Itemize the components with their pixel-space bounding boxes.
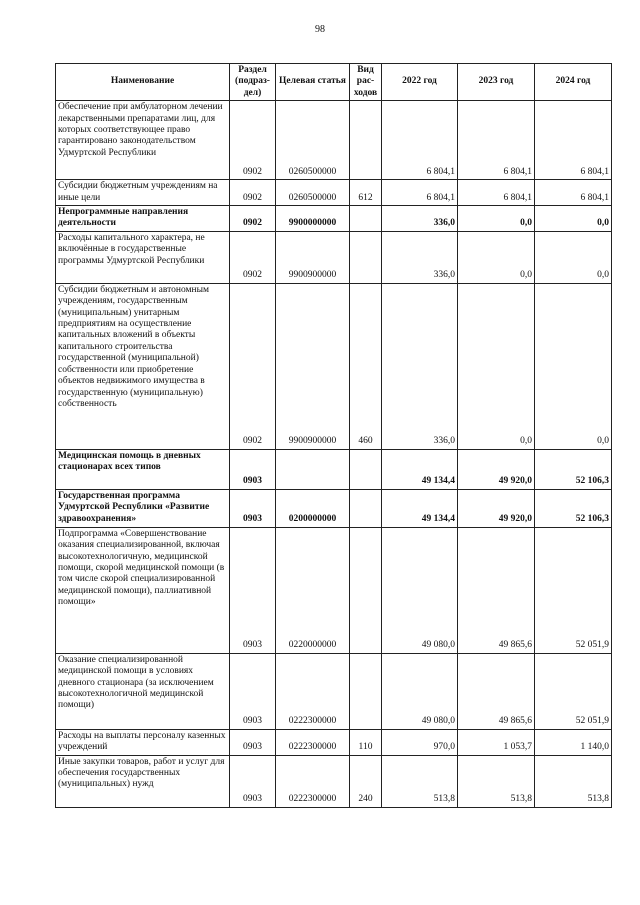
row-2023: 1 053,7 (458, 729, 535, 755)
row-target: 0220000000 (276, 527, 350, 653)
row-section: 0902 (230, 180, 276, 206)
row-2022: 336,0 (382, 231, 458, 283)
header-2024: 2024 год (535, 64, 612, 101)
row-2022: 49 080,0 (382, 653, 458, 729)
row-section: 0902 (230, 206, 276, 232)
row-type (350, 489, 382, 527)
header-row (56, 64, 612, 101)
row-2024: 52 106,3 (535, 489, 612, 527)
row-section: 0903 (230, 729, 276, 755)
row-section: 0902 (230, 231, 276, 283)
row-section: 0902 (230, 283, 276, 449)
row-2023: 513,8 (458, 755, 535, 807)
row-name: Иные закупки товаров, работ и услуг для обеспечения государственных (муниципальных) нужд (56, 755, 230, 807)
page-number: 98 (315, 24, 325, 35)
table-row (56, 449, 612, 489)
table-row (56, 755, 612, 807)
row-2024: 52 051,9 (535, 653, 612, 729)
row-2023: 6 804,1 (458, 180, 535, 206)
row-target: 0260500000 (276, 101, 350, 180)
budget-table (55, 63, 612, 808)
row-target: 0260500000 (276, 180, 350, 206)
row-section: 0903 (230, 489, 276, 527)
row-target: 0222300000 (276, 653, 350, 729)
header-name: Наименование (56, 64, 230, 101)
row-section: 0903 (230, 449, 276, 489)
row-section: 0902 (230, 101, 276, 180)
row-type (350, 449, 382, 489)
header-2023: 2023 год (458, 64, 535, 101)
row-target (276, 449, 350, 489)
row-2022: 336,0 (382, 206, 458, 232)
row-2024: 0,0 (535, 231, 612, 283)
row-name: Подпрограмма «Совершенствование оказания специализированной, включая высокотехнологичную, медицинской помощи, скорой медицинской помощи (в том числе скорой специализированной медицинской помощи), паллиативной помощи» (56, 527, 230, 653)
table-row (56, 729, 612, 755)
row-type (350, 231, 382, 283)
row-target: 0222300000 (276, 755, 350, 807)
row-2022: 49 080,0 (382, 527, 458, 653)
table-row (56, 283, 612, 449)
row-2024: 52 106,3 (535, 449, 612, 489)
row-section: 0903 (230, 527, 276, 653)
row-2024: 6 804,1 (535, 180, 612, 206)
row-name: Оказание специализированной медицинской помощи в условиях дневного стационара (за исключением высокотехнологичной медицинской помощи) (56, 653, 230, 729)
row-type: 460 (350, 283, 382, 449)
row-type (350, 101, 382, 180)
row-name: Субсидии бюджетным учреждениям на иные цели (56, 180, 230, 206)
row-target: 0222300000 (276, 729, 350, 755)
row-section: 0903 (230, 755, 276, 807)
row-2023: 6 804,1 (458, 101, 535, 180)
row-2024: 513,8 (535, 755, 612, 807)
row-2023: 49 865,6 (458, 527, 535, 653)
row-2022: 513,8 (382, 755, 458, 807)
row-name: Медицинская помощь в дневных стационарах всех типов (56, 449, 230, 489)
row-2022: 336,0 (382, 283, 458, 449)
row-2022: 49 134,4 (382, 449, 458, 489)
row-type (350, 206, 382, 232)
row-2023: 49 920,0 (458, 449, 535, 489)
row-2024: 0,0 (535, 206, 612, 232)
row-type: 110 (350, 729, 382, 755)
row-section: 0903 (230, 653, 276, 729)
row-2022: 6 804,1 (382, 101, 458, 180)
table-row (56, 527, 612, 653)
row-target: 9900900000 (276, 231, 350, 283)
row-2024: 6 804,1 (535, 101, 612, 180)
row-2024: 1 140,0 (535, 729, 612, 755)
row-2022: 49 134,4 (382, 489, 458, 527)
table-row (56, 180, 612, 206)
row-name: Обеспечение при амбулаторном лечении лекарственными препаратами лиц, для которых соответствующее право гарантировано законодательством Удмуртской Республики (56, 101, 230, 180)
row-target: 9900900000 (276, 283, 350, 449)
table-row (56, 206, 612, 232)
row-2024: 52 051,9 (535, 527, 612, 653)
row-2023: 0,0 (458, 206, 535, 232)
table-row (56, 653, 612, 729)
row-type: 240 (350, 755, 382, 807)
row-2023: 0,0 (458, 283, 535, 449)
table-row (56, 231, 612, 283)
row-name: Расходы капитального характера, не включённые в государственные программы Удмуртской Республики (56, 231, 230, 283)
header-target: Целевая статья (276, 64, 350, 101)
row-2023: 0,0 (458, 231, 535, 283)
row-name: Непрограммные направления деятельности (56, 206, 230, 232)
table-row (56, 489, 612, 527)
row-2022: 970,0 (382, 729, 458, 755)
row-target: 0200000000 (276, 489, 350, 527)
header-2022: 2022 год (382, 64, 458, 101)
row-type: 612 (350, 180, 382, 206)
row-2023: 49 920,0 (458, 489, 535, 527)
header-expense-type: Вид рас-ходов (350, 64, 382, 101)
row-2023: 49 865,6 (458, 653, 535, 729)
row-target: 9900000000 (276, 206, 350, 232)
header-section: Раздел (подраз-дел) (230, 64, 276, 101)
row-name: Государственная программа Удмуртской Республики «Развитие здравоохранения» (56, 489, 230, 527)
row-2022: 6 804,1 (382, 180, 458, 206)
row-2024: 0,0 (535, 283, 612, 449)
row-type (350, 527, 382, 653)
row-name: Субсидии бюджетным и автономным учреждениям, государственным (муниципальным) унитарным предприятиям на осуществление капитальных вложений в объекты капитального строительства государственной (муниципальной) собственности или приобретение объектов недвижимого имущества в государственную (муниципальную) собственность (56, 283, 230, 449)
row-type (350, 653, 382, 729)
table-row (56, 101, 612, 180)
row-name: Расходы на выплаты персоналу казенных учреждений (56, 729, 230, 755)
